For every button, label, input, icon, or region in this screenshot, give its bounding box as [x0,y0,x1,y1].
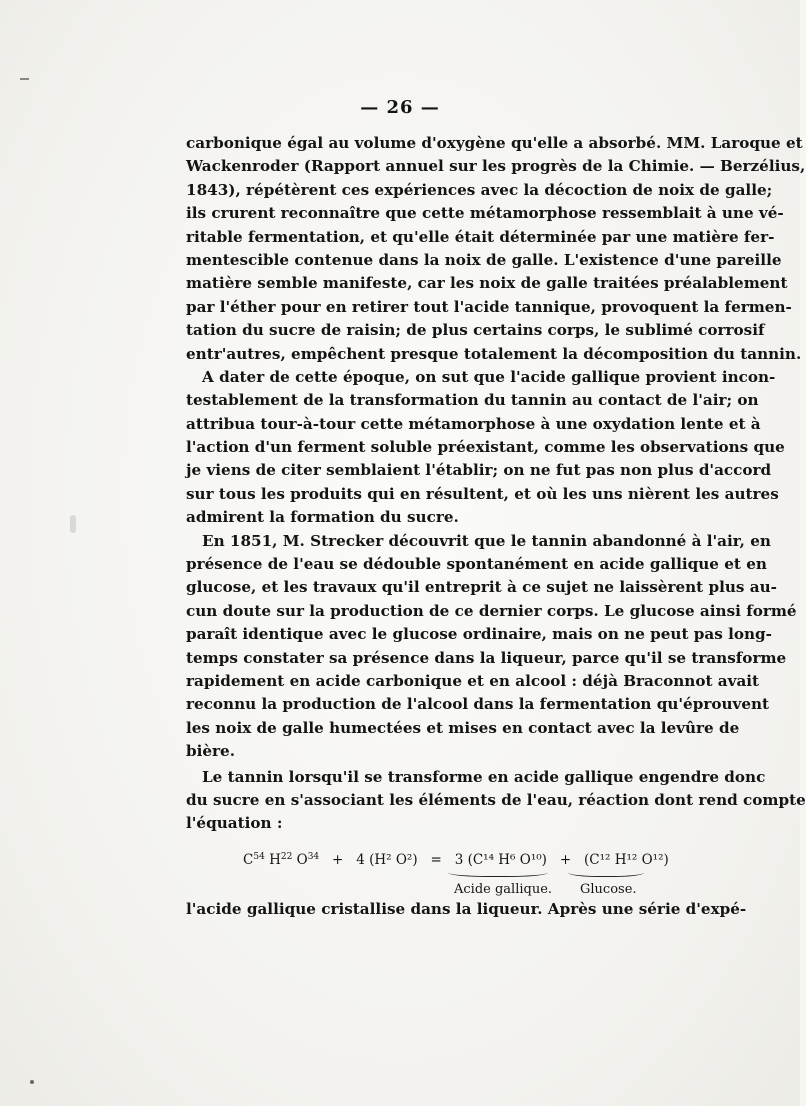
glucose-brace [568,866,644,877]
text-line: entr'autres, empêchent presque totalement la décomposition du tannin. [186,344,802,363]
page-number: — 26 — [360,97,440,118]
text-line: paraît identique avec le glucose ordinaire, mais on ne peut pas long- [186,625,772,644]
text-line: A dater de cette époque, on sut que l'acide gallique provient incon- [202,367,776,386]
gallic-coefficient: 3 [454,851,464,868]
text-line: l'acide gallique cristallise dans la liqueur. Après une série d'expé- [186,899,747,918]
glucose-formula: (C¹² H¹² O¹²) [584,851,669,868]
text-line: rapidement en acide carbonique et en alcool : déjà Braconnot avait [186,671,760,690]
equals-sign: = [430,851,442,868]
margin-dot [30,1080,34,1084]
text-line: ils crurent reconnaître que cette métamorphose ressemblait à une vé- [186,204,784,223]
plus-sign: + [332,851,344,868]
text-line: admirent la formation du sucre. [186,508,459,527]
text-line: l'équation : [186,814,283,833]
text-line: bière. [186,742,236,761]
text-line: sur tous les produits qui en résultent, et où les uns nièrent les autres [186,484,779,503]
gallic-acid-label: Acide gallique. [454,881,553,897]
text-line: l'action d'un ferment soluble préexistant, comme les observations que [186,438,785,457]
plus-sign: + [559,851,572,868]
margin-mark [20,78,29,80]
water-formula: (H² O²) [369,851,418,868]
body-text [186,132,806,921]
gallic-brace [448,866,548,877]
text-line: présence de l'eau se dédouble spontanément en acide gallique et en [186,555,767,574]
text-line: glucose, et les travaux qu'il entreprit à ce sujet ne laissèrent plus au- [186,578,777,597]
tannin-formula: $C^{54}$ $H^{22}$ $O^{34}$ [243,851,320,868]
text-line: Wackenroder (Rapport annuel sur les progrès de la Chimie. — Berzélius, [186,157,806,176]
text-line: attribua tour-à-tour cette métamorphose à une oxydation lente et à [186,414,761,433]
text-line: cun doute sur la production de ce dernier corps. Le glucose ainsi formé [186,601,797,620]
text-line: reconnu la production de l'alcool dans la fermentation qu'éprouvent [186,695,770,714]
text-line: du sucre en s'associant les éléments de l'eau, réaction dont rend compte [186,790,806,809]
margin-smudge [70,515,76,533]
water-coefficient: 4 [356,851,365,868]
glucose-label: Glucose. [580,881,637,897]
text-line: tation du sucre de raisin; de plus certains corps, le sublimé corrosif [186,321,765,340]
text-line: les noix de galle humectées et mises en contact avec la levûre de [186,718,740,737]
text-line: par l'éther pour en retirer tout l'acide tannique, provoquent la fermen- [186,297,792,316]
text-line: testablement de la transformation du tannin au contact de l'air; on [186,391,759,410]
chemical-equation [186,840,714,898]
text-line: temps constater sa présence dans la liqueur, parce qu'il se transforme [186,648,787,667]
text-line: carbonique égal au volume d'oxygène qu'elle a absorbé. MM. Laroque et [186,134,803,152]
gallic-acid-formula: (C¹⁴ H⁶ O¹⁰) [467,851,547,868]
text-line: En 1851, M. Strecker découvrit que le tannin abandonné à l'air, en [202,531,771,550]
text-line: matière semble manifeste, car les noix de galle traitées préalablement [186,274,788,293]
text-line: Le tannin lorsqu'il se transforme en acide gallique engendre donc [202,767,766,786]
text-line: mentescible contenue dans la noix de galle. L'existence d'une pareille [186,250,782,269]
text-line: 1843), répétèrent ces expériences avec la décoction de noix de galle; [186,180,773,199]
text-line: ritable fermentation, et qu'elle était déterminée par une matière fer- [186,227,775,246]
text-line: je viens de citer semblaient l'établir; on ne fut pas non plus d'accord [186,461,772,480]
